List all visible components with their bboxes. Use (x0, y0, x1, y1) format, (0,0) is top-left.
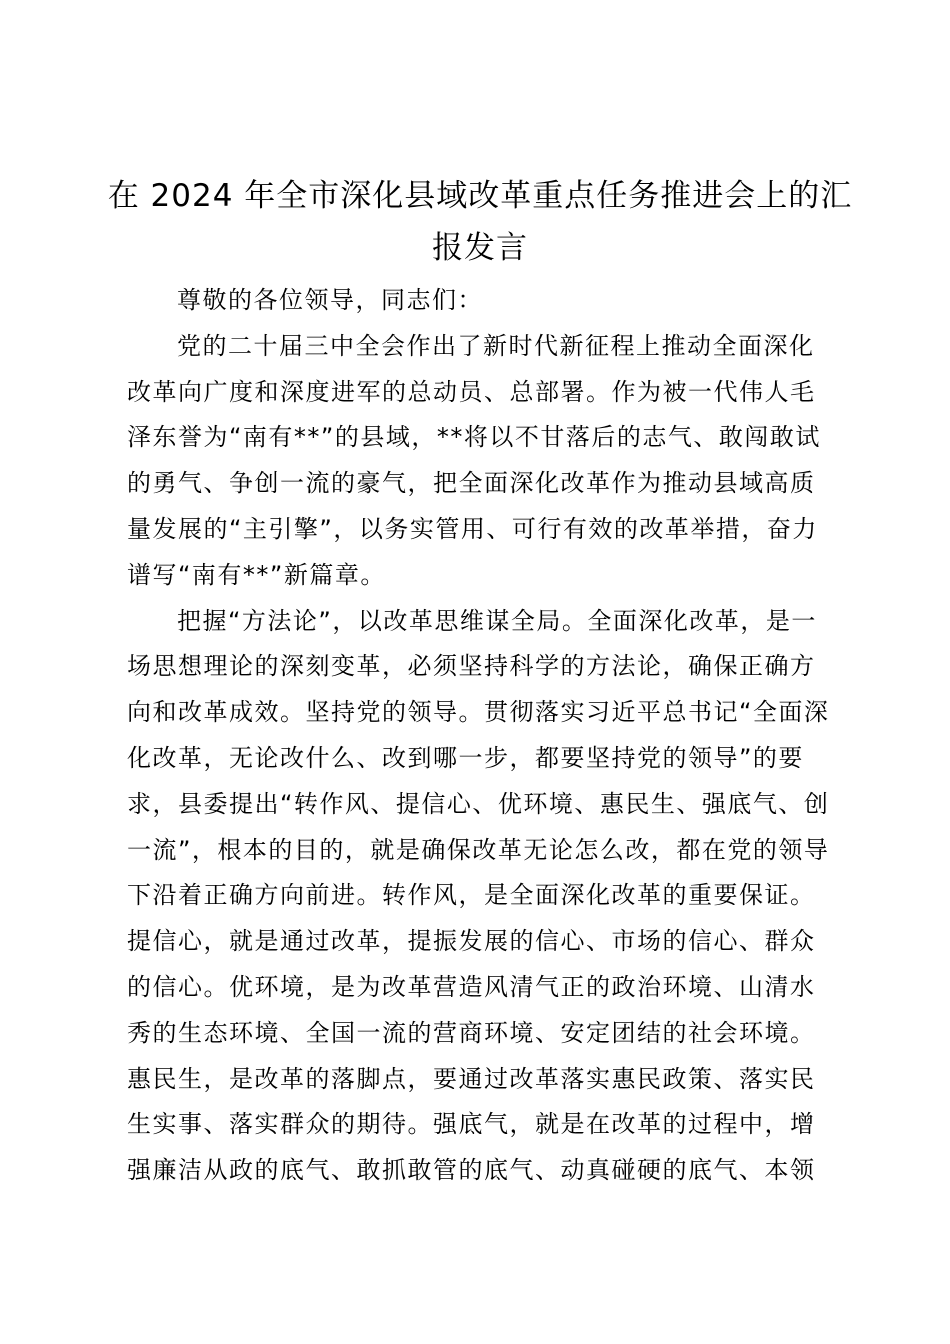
document-title: 在 2024 年全市深化县域改革重点任务推进会上的汇报发言 (107, 178, 853, 266)
document-body (127, 278, 832, 1194)
salutation: 尊敬的各位领导，同志们： (177, 286, 483, 314)
paragraph-intro: 党的二十届三中全会作出了新时代新征程上推动全面深化改革向广度和深度进军的总动员、总部署。作为被一代伟人毛泽东誉为“南有**”的县域，**将以不甘落后的志气、敢闯敢试的勇气、争创一流的豪气，把全面深化改革作为推动县域高质量发展的“主引擎”，以务实管用、可行有效的改革举措，奋力谱写“南有**”新篇章。 (127, 331, 821, 589)
paragraph-methodology: 把握“方法论”，以改革思维谋全局。全面深化改革，是一场思想理论的深刻变革，必须坚持科学的方法论，确保正确方向和改革成效。坚持党的领导。贯彻落实习近平总书记“全面深化改革，无论改什么、改到哪一步，都要坚持党的领导”的要求，县委提出“转作风、提信心、优环境、惠民生、强底气、创一流”，根本的目的，就是确保改革无论怎么改，都在党的领导下沿着正确方向前进。转作风，是全面深化改革的重要保证。提信心，就是通过改革，提振发展的信心、市场的信心、群众的信心。优环境，是为改革营造风清气正的政治环境、山清水秀的生态环境、全国一流的营商环境、安定团结的社会环境。惠民生，是改革的落脚点，要通过改革落实惠民政策、落实民生实事、落实群众的期待。强底气，就是在改革的过程中，增强廉洁从政的底气、敢抓敢管的底气、动真碰硬的底气、本领 (127, 606, 830, 1185)
